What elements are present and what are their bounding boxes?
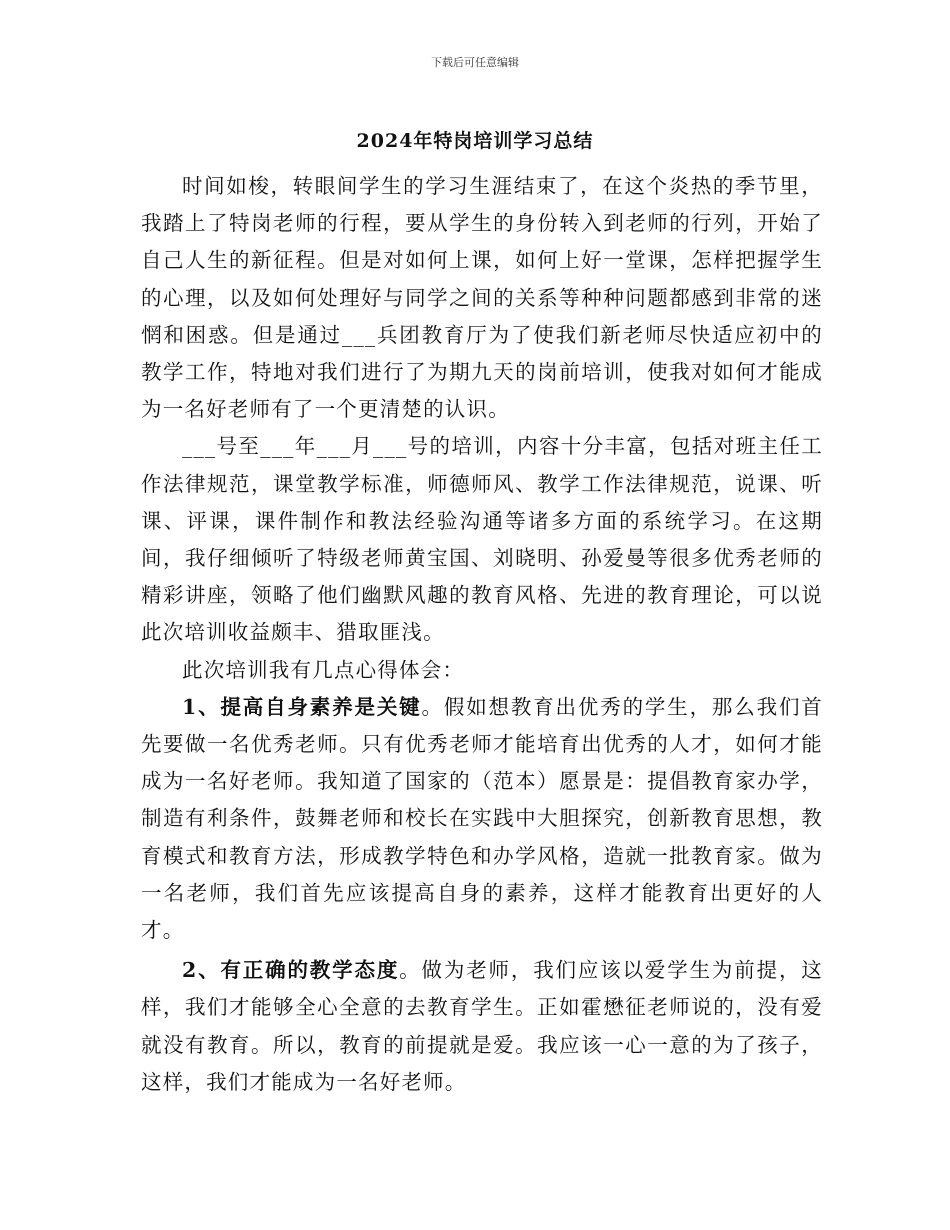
header-note: 下载后可任意编辑 (431, 56, 519, 69)
paragraph-insights-intro (141, 652, 823, 689)
paragraph-text: ___号至___年___月___号的培训，内容十分丰富，包括对班主任工作法律规范，课堂教学标准，师德师风、教学工作法律规范，说课、听课、评课，课件制作和教法经验沟通等诸多方面的系统学习。在这期间，我仔细倾听了特级老师黄宝国、刘晓明、孙爱曼等很多优秀老师的精彩讲座，领略了他们幽默风趣的教育风格、先进的教育理论，可以说此次培训收益颇丰、猎取匪浅。 (141, 434, 823, 645)
paragraph-lead: 2、有正确的教学态度 (182, 958, 400, 983)
paragraph-text: 此次培训我有几点心得体会： (182, 657, 465, 682)
paragraph-point-1 (141, 689, 823, 949)
document-title: 2024年特岗培训学习总结 (356, 130, 594, 152)
document-body (141, 168, 823, 1101)
paragraph-text: 时间如梭，转眼间学生的学习生涯结束了，在这个炎热的季节里，我踏上了特岗老师的行程，要从学生的身份转入到老师的行列，开始了自己人生的新征程。但是对如何上课，如何上好一堂课，怎样把握学生的心理，以及如何处理好与同学之间的关系等种种问题都感到非常的迷惘和困惑。但是通过___兵团教育厅为了使我们新老师尽快适应初中的教学工作，特地对我们进行了为期九天的岗前培训，使我对如何才能成为一名好老师有了一个更清楚的认识。 (141, 174, 823, 422)
paragraph-intro (141, 168, 823, 428)
paragraph-text: 。做为老师，我们应该以爱学生为前提，这样，我们才能够全心全意的去教育学生。正如霍懋征老师说的，没有爱就没有教育。所以，教育的前提就是爱。我应该一心一意的为了孩子，这样，我们才能成为一名好老师。 (141, 958, 823, 1094)
paragraph-lead: 1、提高自身素养是关键 (182, 694, 422, 719)
paragraph-text: 。假如想教育出优秀的学生，那么我们首先要做一名优秀老师。只有优秀老师才能培育出优秀的人才，如何才能成为一名好老师。我知道了国家的（范本）愿景是：提倡教育家办学，制造有利条件，鼓舞老师和校长在实践中大胆探究，创新教育思想，教育模式和教育方法，形成教学特色和办学风格，造就一批教育家。做为一名老师，我们首先应该提高自身的素养，这样才能教育出更好的人才。 (141, 694, 823, 943)
paragraph-training-content (141, 428, 823, 651)
paragraph-point-2 (141, 952, 823, 1101)
